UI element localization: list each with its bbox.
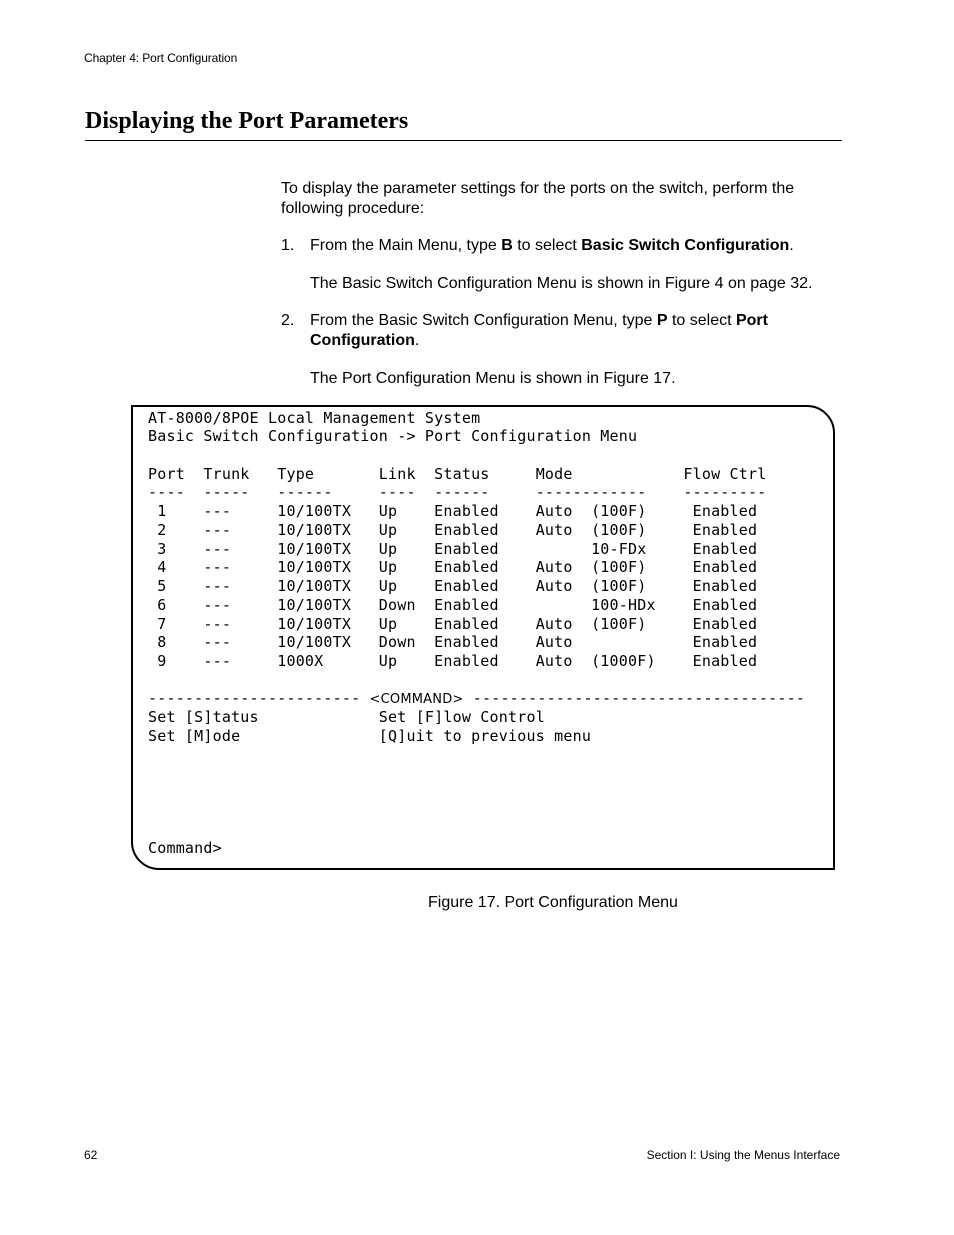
menu-options-line-1: Set [S]tatus Set [F]low Control <box>148 708 545 726</box>
menu-options-line-2: Set [M]ode [Q]uit to previous menu <box>148 727 592 745</box>
command-prompt: Command> <box>148 839 222 857</box>
key-letter: P <box>656 312 668 329</box>
running-head: Chapter 4: Port Configuration <box>84 51 238 65</box>
terminal-title-line-2: Basic Switch Configuration -> Port Configuration Menu <box>148 427 638 445</box>
menu-target: Port Configuration <box>310 312 768 349</box>
port-row: 5 --- 10/100TX Up Enabled Auto (100F) Enabled <box>148 577 758 595</box>
section-title: Displaying the Port Parameters <box>85 108 409 134</box>
port-row: 6 --- 10/100TX Down Enabled 100-HDx Enabled <box>148 596 758 614</box>
port-row: 1 --- 10/100TX Up Enabled Auto (100F) Enabled <box>148 502 758 520</box>
port-row: 4 --- 10/100TX Up Enabled Auto (100F) Enabled <box>148 558 758 576</box>
port-row: 8 --- 10/100TX Down Enabled Auto Enabled <box>148 633 758 651</box>
command-divider: ----------------------- <COMMAND> ------------------------------------ <box>148 689 806 707</box>
footer-section-name: Section I: Using the Menus Interface <box>646 1148 840 1162</box>
step-text: From the Basic Switch Configuration Menu, type P to select Port Configuration. <box>310 312 768 349</box>
port-table-underline: ---- ----- ------ ---- ------ ------------ --------- <box>148 483 767 501</box>
key-letter: B <box>501 237 513 254</box>
port-row: 2 --- 10/100TX Up Enabled Auto (100F) Enabled <box>148 521 758 539</box>
step-1-note: The Basic Switch Configuration Menu is shown in Figure 4 on page 32. <box>310 275 813 292</box>
page-number: 62 <box>84 1148 98 1162</box>
terminal-title-line-1: AT-8000/8POE Local Management System <box>148 409 481 427</box>
port-row: 7 --- 10/100TX Up Enabled Auto (100F) Enabled <box>148 615 758 633</box>
menu-target: Basic Switch Configuration <box>581 237 790 254</box>
terminal-screen <box>131 405 835 870</box>
step-number: 1. <box>281 237 295 254</box>
command-label: <COMMAND> <box>369 692 464 707</box>
port-row: 9 --- 1000X Up Enabled Auto (1000F) Enabled <box>148 652 758 670</box>
port-row: 3 --- 10/100TX Up Enabled 10-FDx Enabled <box>148 540 758 558</box>
step-number: 2. <box>281 312 295 329</box>
figure-caption: Figure 17. Port Configuration Menu <box>428 894 678 911</box>
title-rule <box>85 140 842 141</box>
port-table-header: Port Trunk Type Link Status Mode Flow Ctrl <box>148 465 767 483</box>
intro-paragraph: To display the parameter settings for the ports on the switch, perform the following procedure: <box>281 180 795 217</box>
step-text: From the Main Menu, type B to select Basic Switch Configuration. <box>310 237 794 254</box>
step-2-note: The Port Configuration Menu is shown in Figure 17. <box>310 370 676 387</box>
